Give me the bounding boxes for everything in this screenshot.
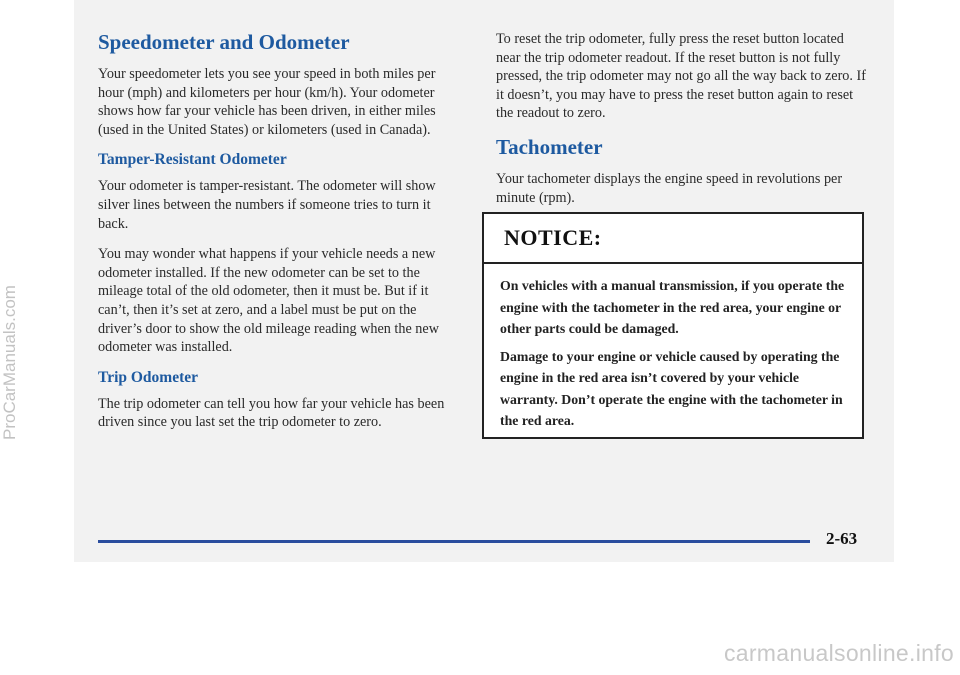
right-column xyxy=(496,30,871,219)
tachometer-paragraph: Your tachometer displays the engine speed in revolutions per minute (rpm). xyxy=(496,170,843,206)
reset-paragraph: To reset the trip odometer, fully press the reset button located near the trip odometer readout. If the reset button is not fully pressed, the trip odometer may not go all the way back to zero. If it doesn’t, you may have to press the reset button again to reset the readout to zero. xyxy=(496,31,866,122)
notice-title: NOTICE: xyxy=(504,225,602,250)
notice-paragraph-1: On vehicles with a manual transmission, if you operate the engine with the tachometer in the red area, your engine or other parts could be damaged. xyxy=(500,278,845,336)
notice-header xyxy=(484,214,862,264)
section-title-speedometer: Speedometer and Odometer xyxy=(98,30,350,54)
tamper-paragraph-2: You may wonder what happens if your vehicle needs a new odometer installed. If the new odometer can be set to the mileage total of the old odometer, then it must be. But if it can’t, then it’s set at zero, and a label must be put on the driver’s door to show the old mileage reading when the new odometer was installed. xyxy=(98,246,439,356)
subheading-tamper-resistant: Tamper-Resistant Odometer xyxy=(98,151,287,169)
footer-rule xyxy=(98,540,810,543)
page-number: 2-63 xyxy=(826,529,858,548)
left-column xyxy=(98,30,463,444)
notice-paragraph-2: Damage to your engine or vehicle caused by operating the engine in the red area isn’t covered by your vehicle warranty. Don’t operate the engine with the tachometer in the red area. xyxy=(500,348,843,428)
side-watermark-text: ProCarManuals.com xyxy=(0,285,19,440)
notice-box xyxy=(482,212,864,439)
tamper-paragraph-1: Your odometer is tamper-resistant. The odometer will show silver lines between the numbers if someone tries to turn it back. xyxy=(98,178,436,232)
notice-body xyxy=(484,264,862,432)
site-watermark: carmanualsonline.info xyxy=(723,640,954,666)
trip-paragraph: The trip odometer can tell you how far your vehicle has been driven since you last set the trip odometer to zero. xyxy=(98,395,445,431)
intro-paragraph: Your speedometer lets you see your speed in both miles per hour (mph) and kilometers per hour (km/h). Your odometer shows how far your vehicle has been driven, in either miles (used in the United States) or kilometers (used in Canada). xyxy=(98,66,436,138)
section-title-tachometer: Tachometer xyxy=(496,134,603,159)
subheading-trip-odometer: Trip Odometer xyxy=(98,368,199,386)
